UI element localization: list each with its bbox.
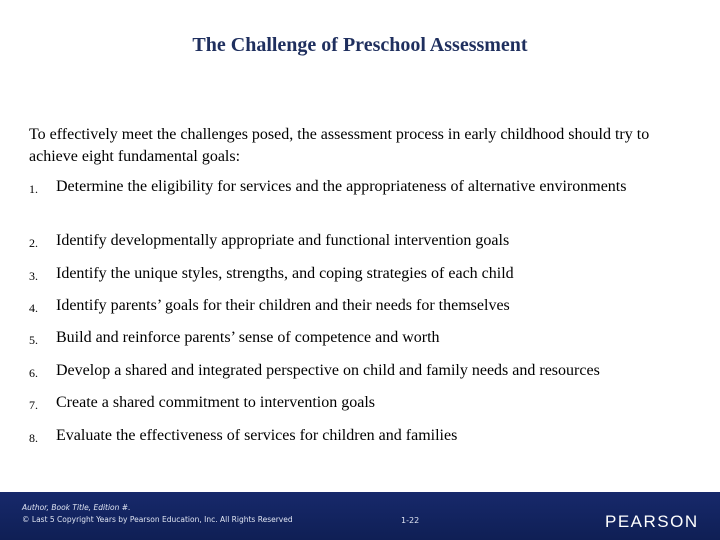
list-text: Create a shared commitment to intervention goals bbox=[56, 394, 376, 411]
list-number: 4. bbox=[29, 301, 38, 315]
list-number: 7. bbox=[29, 398, 38, 412]
list-text: Determine the eligibility for services and the appropriateness of alternative environments bbox=[56, 178, 627, 195]
list-number: 5. bbox=[29, 333, 38, 347]
list-text: Evaluate the effectiveness of services for children and families bbox=[56, 427, 458, 444]
list-number: 8. bbox=[29, 431, 38, 445]
pearson-logo: PEARSON bbox=[605, 512, 699, 531]
footer-copyright: © Last 5 Copyright Years by Pearson Education, Inc. All Rights Reserved bbox=[22, 515, 293, 524]
slide-title: The Challenge of Preschool Assessment bbox=[192, 34, 528, 56]
list-number: 3. bbox=[29, 269, 38, 283]
list-number: 2. bbox=[29, 236, 38, 250]
list-text: Build and reinforce parents’ sense of competence and worth bbox=[56, 329, 440, 346]
page-number: 1-22 bbox=[401, 516, 420, 525]
list-number: 1. bbox=[29, 182, 38, 196]
list-text: Identify developmentally appropriate and functional intervention goals bbox=[56, 232, 510, 249]
intro-paragraph: To effectively meet the challenges posed, the assessment process in early childhood should try to achieve eight fundamental goals: bbox=[29, 126, 650, 165]
list-text: Identify the unique styles, strengths, and coping strategies of each child bbox=[56, 265, 514, 282]
footer-book-info: Author, Book Title, Edition #. bbox=[22, 503, 131, 512]
list-text: Identify parents’ goals for their children and their needs for themselves bbox=[56, 297, 510, 314]
footer-bar bbox=[0, 492, 720, 540]
list-number: 6. bbox=[29, 366, 38, 380]
list-text: Develop a shared and integrated perspective on child and family needs and resources bbox=[56, 362, 600, 379]
footer-credits bbox=[22, 502, 293, 526]
